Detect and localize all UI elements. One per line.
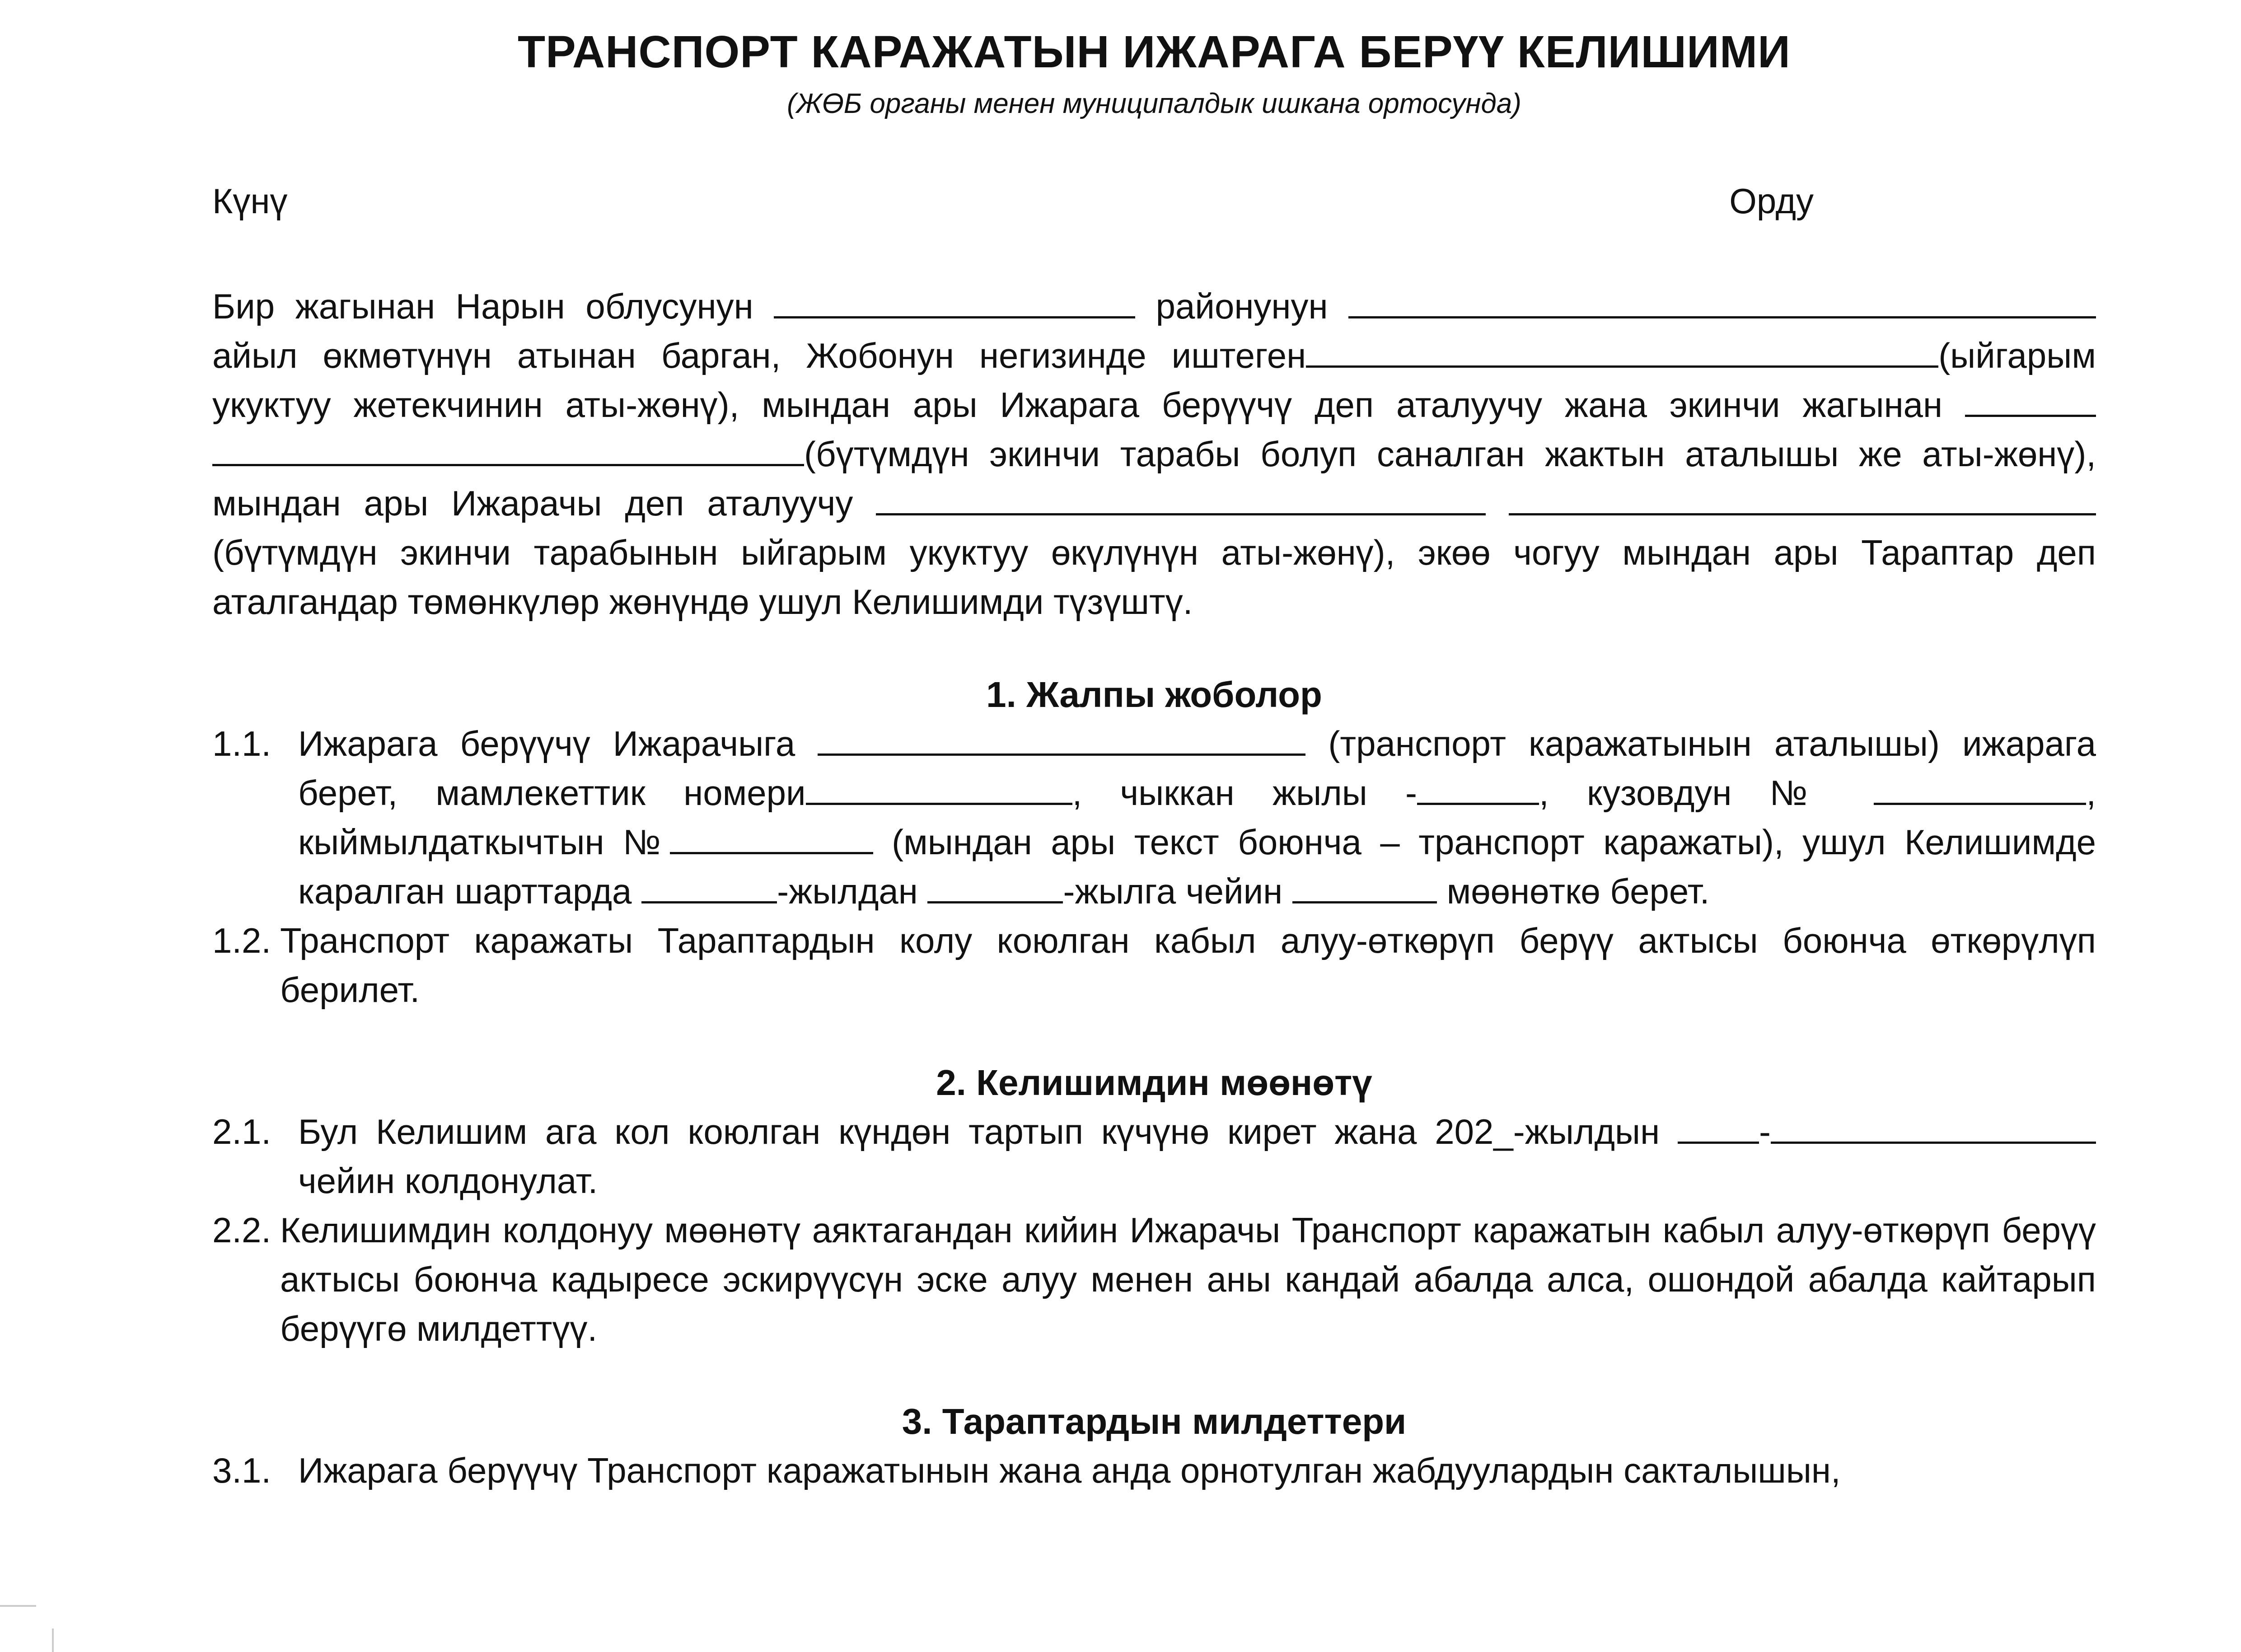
clause-2-1-part-a: Бул Келишим ага кол коюлган күндөн тартып күчүнө кирет жана 202_-жылдын: [298, 1112, 1660, 1151]
preamble: [212, 282, 2096, 627]
clause-2-1-part-c: чейин колдонулат.: [298, 1161, 598, 1201]
clause-text: [298, 719, 2096, 916]
party-blank-b[interactable]: [212, 436, 804, 466]
clause-1-1-part-a: Ижарага берүүчү Ижарачыга: [298, 724, 795, 763]
clause-number: 3.1.: [212, 1451, 271, 1490]
clause-1-1-part-f: (мындан ары текст боюнча – транспорт каражаты), ушул Келишимде каралган шарттарда: [298, 822, 2096, 911]
month-blank[interactable]: [1771, 1114, 2096, 1144]
term-blank[interactable]: [1292, 873, 1437, 903]
section-2-heading: 2. Келишимдин мөөнөтү: [936, 1062, 1372, 1103]
crop-mark-vertical: [52, 1629, 54, 1652]
preamble-part-2: районунун: [1156, 286, 1328, 326]
section-3-heading: 3. Тараптардын милдеттери: [902, 1401, 1407, 1441]
clause-number: 1.2.: [212, 921, 271, 960]
region-blank[interactable]: [774, 288, 1135, 318]
clause-number: 2.2.: [212, 1210, 271, 1250]
plate-number-blank[interactable]: [806, 775, 1072, 805]
section-1-heading: 1. Жалпы жоболор: [986, 674, 1322, 715]
preamble-part-3: айыл өкмөтүнүн атынан барган, Жобонун негизинде иштеген: [212, 336, 1306, 375]
place-label: Орду: [1729, 181, 1814, 221]
clause-1-1: [212, 719, 2096, 916]
year-blank[interactable]: [1417, 775, 1539, 805]
clause-1-1-part-i: мөөнөткө берет.: [1446, 871, 1710, 911]
preamble-part-5: (бүтүмдүн экинчи тарабы болуп саналган жактын аталышы же аты-жөнү), мындан ары Ижарачы деп аталуучу: [212, 434, 2096, 523]
clause-3-1: [212, 1446, 2096, 1495]
lessee-blank-b[interactable]: [1509, 485, 2096, 515]
crop-mark-horizontal: [0, 1605, 36, 1607]
day-blank[interactable]: [1678, 1114, 1759, 1144]
date-place-row: [212, 181, 2096, 230]
clause-number: 2.1.: [212, 1112, 271, 1151]
preamble-part-1: Бир жагынан Нарын облусунун: [212, 286, 753, 326]
clause-text: Транспорт каражаты Тараптардын колу коюлган кабыл алуу-өткөрүп берүү актысы боюнча өткөрүлүп берилет.: [280, 921, 2096, 1010]
clause-2-1: [212, 1107, 2096, 1206]
end-year-blank[interactable]: [927, 873, 1063, 903]
section-1: [212, 670, 2096, 1015]
document-subtitle: (ЖӨБ органы менен муниципалдык ишкана ортосунда): [787, 88, 1521, 119]
body-number-blank[interactable]: [1874, 775, 2086, 805]
preamble-part-4: (ыйгарым укуктуу жетекчинин аты-жөнү), мындан ары Ижарага берүүчү деп аталуучу жана экинчи жагынан: [212, 336, 2096, 425]
clause-1-1-part-e: , кыймылдаткычтын №: [298, 773, 2096, 862]
clause-1-1-part-h: -жылга чейин: [1063, 871, 1283, 911]
date-label: Күнү: [212, 181, 288, 221]
clause-1-1-part-b: (транспорт каражатынын аталышы) ижарага берет, мамлекеттик номери: [298, 724, 2096, 813]
clause-text: [298, 1107, 2096, 1206]
section-3: [212, 1397, 2096, 1495]
clause-1-1-part-c: , чыккан жылы -: [1072, 773, 1418, 813]
start-year-blank[interactable]: [641, 873, 777, 903]
district-blank[interactable]: [1348, 288, 2096, 318]
preamble-part-6: (бүтүмдүн экинчи тарабынын ыйгарым укуктуу өкүлүнүн аты-жөнү), экөө чогуу мындан ары Тараптар деп аталгандар төмөнкүлөр жөнүндө ушул Келишимди түзүштү.: [212, 533, 2096, 622]
clause-1-1-part-d: , кузовдун №: [1539, 773, 1836, 813]
clause-1-1-part-g: -жылдан: [777, 871, 918, 911]
engine-number-blank[interactable]: [670, 824, 873, 854]
party-blank-a[interactable]: [1965, 387, 2096, 417]
document-title: ТРАНСПОРТ КАРАЖАТЫН ИЖАРАГА БЕРҮҮ КЕЛИШИМИ: [517, 27, 1791, 77]
lessee-blank-a[interactable]: [876, 485, 1486, 515]
clause-2-1-part-b: -: [1759, 1112, 1771, 1151]
document-page: [212, 18, 2096, 1495]
clause-text: Ижарага берүүчү Транспорт каражатынын жана анда орнотулган жабдуулардын сакталышын,: [298, 1451, 1841, 1490]
clause-1-2: [212, 916, 2096, 1015]
clause-text: Келишимдин колдонуу мөөнөтү аяктагандан кийин Ижарачы Транспорт каражатын кабыл алуу-өткөрүп берүү актысы боюнча кадыресе эскирүүсүн эске алуу менен аны кандай абалда алса, ошондой абалда кайтарып берүүгө милдеттүү.: [280, 1210, 2096, 1348]
head-name-blank[interactable]: [1306, 337, 1938, 368]
vehicle-name-blank[interactable]: [818, 725, 1305, 756]
section-2: [212, 1058, 2096, 1353]
clause-number: 1.1.: [212, 724, 271, 763]
clause-2-2: [212, 1206, 2096, 1353]
